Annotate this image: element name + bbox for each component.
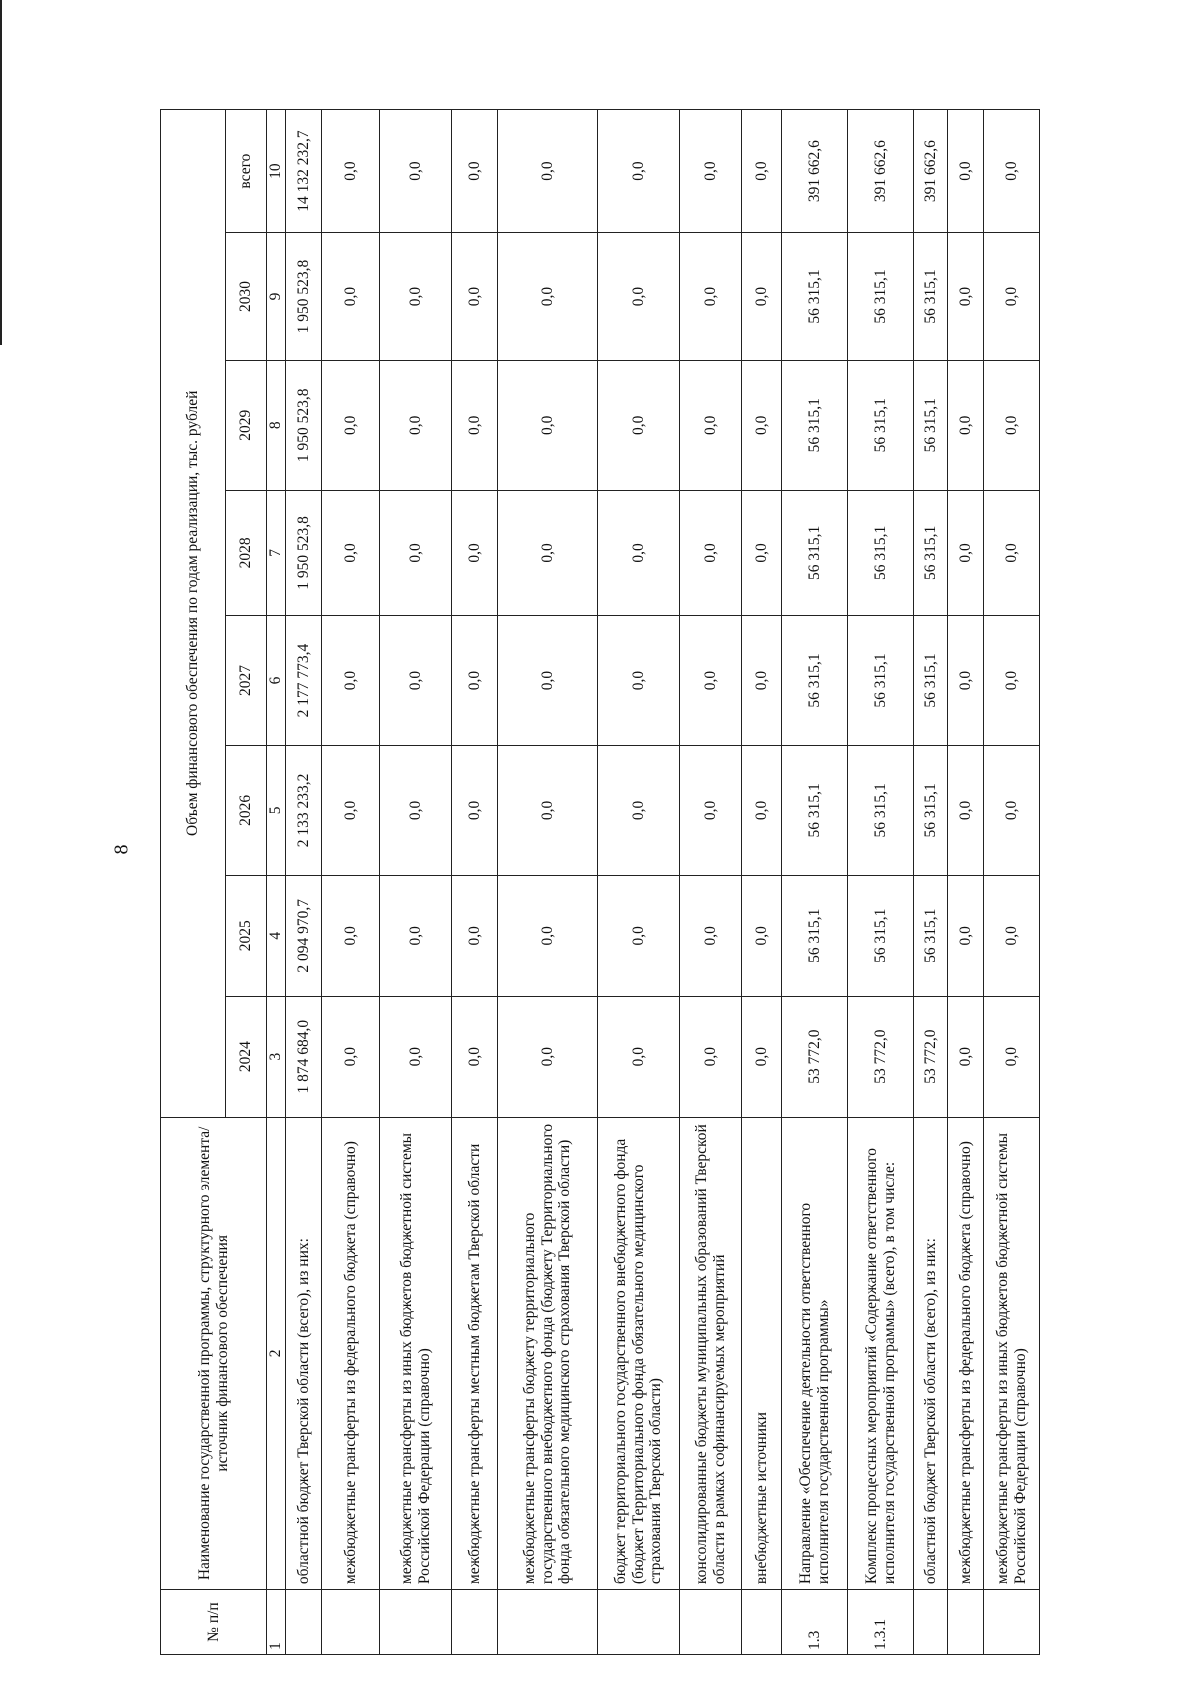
table-row xyxy=(948,110,984,1655)
row-year-value: 0,0 xyxy=(984,616,1040,746)
row-name: областной бюджет Тверской области (всего), из них: xyxy=(914,1117,948,1589)
row-year-value: 0,0 xyxy=(452,875,498,996)
table-row xyxy=(848,110,914,1655)
row-year-value: 0,0 xyxy=(948,233,984,361)
row-year-value: 0,0 xyxy=(380,875,452,996)
row-year-value: 0,0 xyxy=(948,745,984,875)
header-year: 2026 xyxy=(226,745,267,875)
header-name: Наименование государственной программы, структурного элемента/источник финансового обеспечения xyxy=(161,1117,267,1589)
row-year-value: 0,0 xyxy=(984,745,1040,875)
row-year-value: 56 315,1 xyxy=(914,616,948,746)
row-number xyxy=(948,1590,984,1655)
row-year-value: 56 315,1 xyxy=(848,490,914,615)
row-year-value: 56 315,1 xyxy=(914,875,948,996)
row-year-value: 0,0 xyxy=(598,745,680,875)
row-year-value: 0,0 xyxy=(948,996,984,1117)
row-year-value: 0,0 xyxy=(498,360,598,490)
row-year-value: 0,0 xyxy=(380,233,452,361)
row-year-value: 0,0 xyxy=(680,875,742,996)
col-index: 10 xyxy=(267,110,286,233)
row-total-value: 0,0 xyxy=(380,110,452,233)
row-year-value: 0,0 xyxy=(380,616,452,746)
row-year-value: 0,0 xyxy=(322,745,380,875)
page-number: 8 xyxy=(110,844,133,855)
row-number xyxy=(322,1590,380,1655)
col-index: 5 xyxy=(267,745,286,875)
row-year-value: 0,0 xyxy=(452,996,498,1117)
row-name: консолидированные бюджеты муниципальных образований Тверской области в рамках софинансируемых мероприятий xyxy=(680,1117,742,1589)
row-total-value: 391 662,6 xyxy=(782,110,848,233)
row-year-value: 0,0 xyxy=(322,616,380,746)
row-year-value: 0,0 xyxy=(742,233,782,361)
row-year-value: 56 315,1 xyxy=(914,360,948,490)
row-number xyxy=(286,1590,322,1655)
row-year-value: 53 772,0 xyxy=(782,996,848,1117)
row-year-value: 0,0 xyxy=(984,490,1040,615)
row-year-value: 0,0 xyxy=(322,875,380,996)
row-year-value: 0,0 xyxy=(948,490,984,615)
row-year-value: 0,0 xyxy=(380,490,452,615)
row-year-value: 56 315,1 xyxy=(848,360,914,490)
row-year-value: 0,0 xyxy=(742,616,782,746)
row-total-value: 0,0 xyxy=(598,110,680,233)
row-number xyxy=(742,1590,782,1655)
header-year: 2030 xyxy=(226,233,267,361)
row-year-value: 56 315,1 xyxy=(848,745,914,875)
row-name: межбюджетные трансферты местным бюджетам Тверской области xyxy=(452,1117,498,1589)
col-index: 9 xyxy=(267,233,286,361)
row-year-value: 0,0 xyxy=(598,996,680,1117)
row-number xyxy=(598,1590,680,1655)
row-year-value: 53 772,0 xyxy=(914,996,948,1117)
row-total-value: 0,0 xyxy=(984,110,1040,233)
row-year-value: 56 315,1 xyxy=(848,875,914,996)
table-row xyxy=(322,110,380,1655)
row-year-value: 0,0 xyxy=(680,996,742,1117)
table-row xyxy=(742,110,782,1655)
row-year-value: 0,0 xyxy=(322,490,380,615)
row-total-value: 391 662,6 xyxy=(848,110,914,233)
row-year-value: 0,0 xyxy=(322,996,380,1117)
row-total-value: 0,0 xyxy=(322,110,380,233)
row-year-value: 0,0 xyxy=(452,616,498,746)
row-year-value: 56 315,1 xyxy=(782,490,848,615)
header-total: всего xyxy=(226,110,267,233)
row-year-value: 1 950 523,8 xyxy=(286,233,322,361)
row-year-value: 0,0 xyxy=(598,875,680,996)
row-total-value: 0,0 xyxy=(680,110,742,233)
row-year-value: 0,0 xyxy=(498,233,598,361)
row-total-value: 0,0 xyxy=(498,110,598,233)
row-year-value: 0,0 xyxy=(742,996,782,1117)
header-year: 2029 xyxy=(226,360,267,490)
row-year-value: 0,0 xyxy=(742,875,782,996)
row-year-value: 2 094 970,7 xyxy=(286,875,322,996)
financing-table xyxy=(160,109,1040,1655)
row-year-value: 56 315,1 xyxy=(914,745,948,875)
row-number xyxy=(984,1590,1040,1655)
row-number: 1.3 xyxy=(782,1590,848,1655)
row-year-value: 0,0 xyxy=(984,360,1040,490)
row-number xyxy=(680,1590,742,1655)
row-name: Направление «Обеспечение деятельности ответственного исполнителя государственной программы» xyxy=(782,1117,848,1589)
header-volume: Объем финансового обеспечения по годам реализации, тыс. рублей xyxy=(161,110,226,1118)
row-year-value: 0,0 xyxy=(498,996,598,1117)
table-row xyxy=(498,110,598,1655)
row-name: Комплекс процессных мероприятий «Содержание ответственного исполнителя государственной программы» (всего), в том числе: xyxy=(848,1117,914,1589)
row-name: межбюджетные трансферты из иных бюджетов бюджетной системы Российской Федерации (справочно) xyxy=(984,1117,1040,1589)
row-year-value: 0,0 xyxy=(380,996,452,1117)
row-year-value: 53 772,0 xyxy=(848,996,914,1117)
header-num: № п/п xyxy=(161,1590,267,1655)
row-year-value: 0,0 xyxy=(380,745,452,875)
row-year-value: 1 950 523,8 xyxy=(286,360,322,490)
row-year-value: 0,0 xyxy=(452,745,498,875)
table-body xyxy=(286,110,1040,1655)
row-year-value: 0,0 xyxy=(598,360,680,490)
row-year-value: 0,0 xyxy=(742,490,782,615)
row-year-value: 0,0 xyxy=(322,360,380,490)
row-name: межбюджетные трансферты из иных бюджетов бюджетной системы Российской Федерации (справочно) xyxy=(380,1117,452,1589)
table-row xyxy=(380,110,452,1655)
row-year-value: 0,0 xyxy=(948,616,984,746)
page-edge-line xyxy=(0,0,2,345)
row-year-value: 0,0 xyxy=(984,233,1040,361)
row-total-value: 14 132 232,7 xyxy=(286,110,322,233)
row-name: межбюджетные трансферты из федерального бюджета (справочно) xyxy=(948,1117,984,1589)
row-year-value: 2 177 773,4 xyxy=(286,616,322,746)
row-year-value: 0,0 xyxy=(680,233,742,361)
row-total-value: 0,0 xyxy=(948,110,984,233)
row-total-value: 391 662,6 xyxy=(914,110,948,233)
header-year: 2024 xyxy=(226,996,267,1117)
rotated-table-wrapper xyxy=(160,109,1060,1655)
row-year-value: 0,0 xyxy=(452,490,498,615)
row-year-value: 0,0 xyxy=(598,233,680,361)
table-row xyxy=(914,110,948,1655)
row-year-value: 2 133 233,2 xyxy=(286,745,322,875)
row-year-value: 0,0 xyxy=(322,233,380,361)
row-year-value: 0,0 xyxy=(680,616,742,746)
table-row xyxy=(782,110,848,1655)
col-index: 2 xyxy=(267,1117,286,1589)
row-year-value: 0,0 xyxy=(498,490,598,615)
row-year-value: 56 315,1 xyxy=(782,616,848,746)
table-row xyxy=(680,110,742,1655)
row-year-value: 0,0 xyxy=(948,875,984,996)
col-index: 7 xyxy=(267,490,286,615)
row-name: межбюджетные трансферты бюджету территориального государственного внебюджетного фонда (бюджету Территориального фонда обязательного медицинского страхования Тверской области) xyxy=(498,1117,598,1589)
row-year-value: 0,0 xyxy=(452,360,498,490)
row-name: внебюджетные источники xyxy=(742,1117,782,1589)
row-year-value: 56 315,1 xyxy=(782,745,848,875)
row-year-value: 0,0 xyxy=(498,616,598,746)
table-row xyxy=(984,110,1040,1655)
row-number xyxy=(914,1590,948,1655)
row-year-value: 56 315,1 xyxy=(848,616,914,746)
row-year-value: 0,0 xyxy=(742,745,782,875)
table-row xyxy=(286,110,322,1655)
row-number xyxy=(498,1590,598,1655)
row-year-value: 56 315,1 xyxy=(782,875,848,996)
row-year-value: 0,0 xyxy=(948,360,984,490)
header-year: 2028 xyxy=(226,490,267,615)
row-year-value: 56 315,1 xyxy=(782,360,848,490)
row-name: межбюджетные трансферты из федерального бюджета (справочно) xyxy=(322,1117,380,1589)
row-year-value: 1 950 523,8 xyxy=(286,490,322,615)
row-year-value: 0,0 xyxy=(498,875,598,996)
row-name: областной бюджет Тверской области (всего), из них: xyxy=(286,1117,322,1589)
row-year-value: 0,0 xyxy=(598,616,680,746)
col-index: 3 xyxy=(267,996,286,1117)
col-index: 8 xyxy=(267,360,286,490)
table-row xyxy=(452,110,498,1655)
row-total-value: 0,0 xyxy=(452,110,498,233)
row-year-value: 0,0 xyxy=(680,490,742,615)
header-year: 2025 xyxy=(226,875,267,996)
row-year-value: 0,0 xyxy=(680,745,742,875)
table-row xyxy=(598,110,680,1655)
row-year-value: 0,0 xyxy=(984,875,1040,996)
row-number xyxy=(452,1590,498,1655)
header-year: 2027 xyxy=(226,616,267,746)
row-year-value: 1 874 684,0 xyxy=(286,996,322,1117)
col-index: 1 xyxy=(267,1590,286,1655)
row-year-value: 0,0 xyxy=(498,745,598,875)
row-year-value: 0,0 xyxy=(742,360,782,490)
row-year-value: 56 315,1 xyxy=(914,490,948,615)
row-year-value: 0,0 xyxy=(680,360,742,490)
col-index: 4 xyxy=(267,875,286,996)
row-year-value: 0,0 xyxy=(452,233,498,361)
row-total-value: 0,0 xyxy=(742,110,782,233)
row-number: 1.3.1 xyxy=(848,1590,914,1655)
row-year-value: 0,0 xyxy=(380,360,452,490)
row-year-value: 56 315,1 xyxy=(914,233,948,361)
row-year-value: 56 315,1 xyxy=(782,233,848,361)
row-name: бюджет территориального государственного внебюджетного фонда (бюджет Территориального фонда обязательного медицинского страхования Тверской области) xyxy=(598,1117,680,1589)
row-year-value: 0,0 xyxy=(598,490,680,615)
col-index: 6 xyxy=(267,616,286,746)
row-year-value: 0,0 xyxy=(984,996,1040,1117)
row-number xyxy=(380,1590,452,1655)
row-year-value: 56 315,1 xyxy=(848,233,914,361)
